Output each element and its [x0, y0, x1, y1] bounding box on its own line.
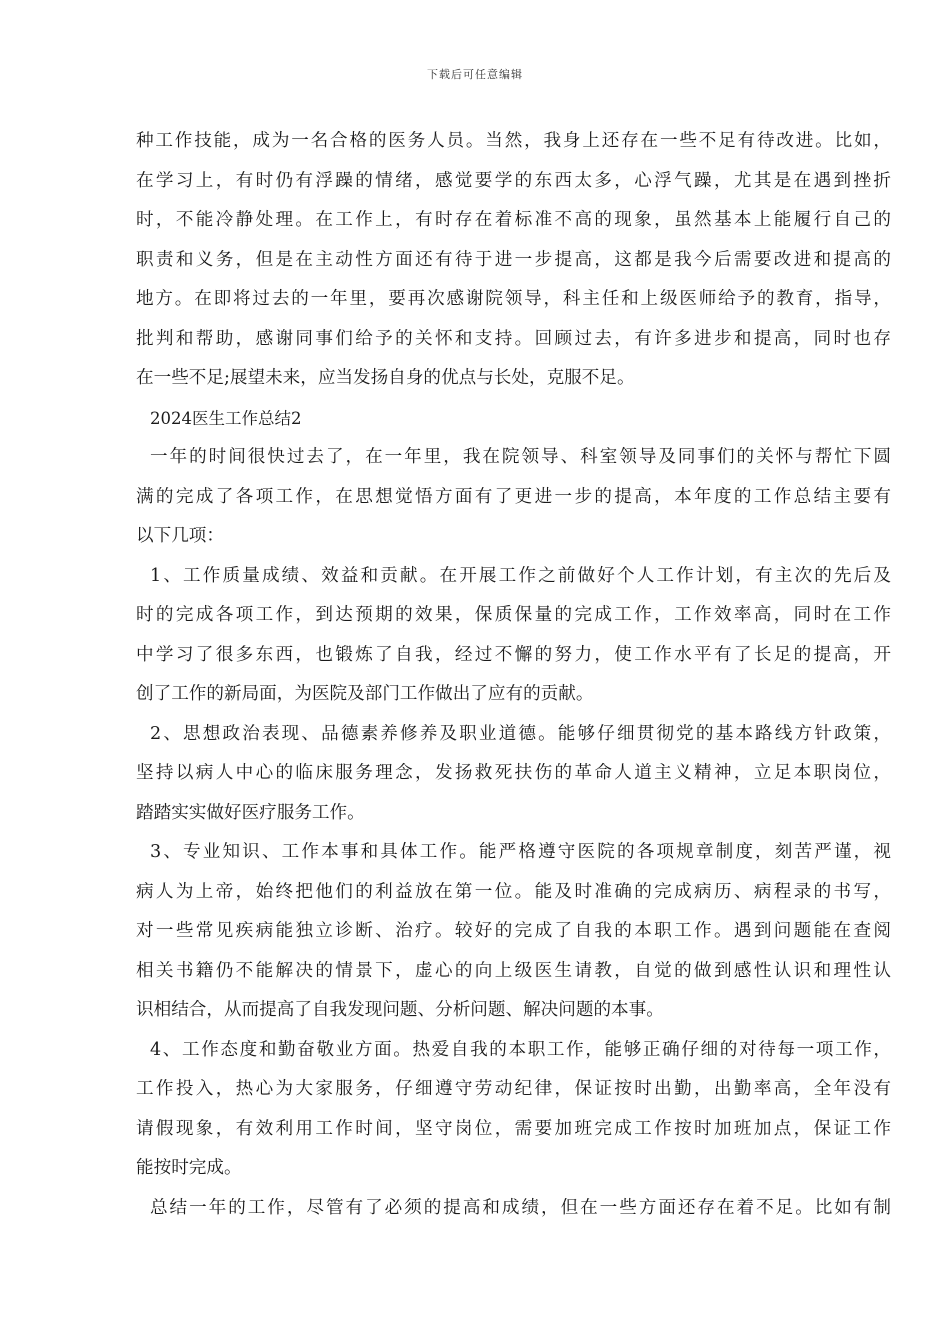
text-line: 踏踏实实做好医疗服务工作。: [136, 802, 365, 823]
section-heading: 2024医生工作总结2: [150, 408, 302, 428]
text-line: 1、工作质量成绩、效益和贡献。在开展工作之前做好个人工作计划，有主次的先后及: [150, 565, 891, 586]
document-body: [136, 122, 891, 1228]
text-line: 病人为上帝，始终把他们的利益放在第一位。能及时准确的完成病历、病程录的书写，: [136, 881, 891, 902]
text-line: 满的完成了各项工作，在思想觉悟方面有了更进一步的提高，本年度的工作总结主要有: [136, 486, 891, 507]
text-line: 坚持以病人中心的临床服务理念，发扬救死扶伤的革命人道主义精神，立足本职岗位，: [136, 763, 891, 783]
page-header: 下载后可任意编辑: [427, 68, 523, 81]
text-line: 相关书籍仍不能解决的情景下，虚心的向上级医生请教，自觉的做到感性认识和理性认: [136, 960, 891, 981]
text-line: 以下几项：: [136, 526, 224, 546]
text-line: 2、思想政治表现、品德素养修养及职业道德。能够仔细贯彻党的基本路线方针政策，: [150, 723, 891, 744]
text-line: 创了工作的新局面，为医院及部门工作做出了应有的贡献。: [136, 684, 594, 704]
text-line: 一年的时间很快过去了，在一年里，我在院领导、科室领导及同事们的关怀与帮忙下圆: [150, 447, 891, 467]
text-line: 时，不能冷静处理。在工作上，有时存在着标准不高的现象，虽然基本上能履行自己的: [136, 210, 891, 230]
text-line: 时的完成各项工作，到达预期的效果，保质保量的完成工作，工作效率高，同时在工作: [136, 605, 891, 625]
text-line: 地方。在即将过去的一年里，要再次感谢院领导，科主任和上级医师给予的教育，指导，: [136, 289, 891, 309]
text-line: 对一些常见疾病能独立诊断、治疗。较好的完成了自我的本职工作。遇到问题能在查阅: [136, 921, 891, 941]
text-line: 在学习上，有时仍有浮躁的情绪，感觉要学的东西太多，心浮气躁，尤其是在遇到挫折: [136, 170, 891, 191]
text-line: 中学习了很多东西，也锻炼了自我，经过不懈的努力，使工作水平有了长足的提高，开: [136, 644, 891, 665]
text-line: 种工作技能，成为一名合格的医务人员。当然，我身上还存在一些不足有待改进。比如，: [136, 131, 891, 151]
text-line: 4、工作态度和勤奋敬业方面。热爱自我的本职工作，能够正确仔细的对待每一项工作，: [150, 1039, 891, 1060]
text-line: 能按时完成。: [136, 1158, 242, 1178]
text-line: 请假现象，有效利用工作时间，坚守岗位，需要加班完成工作按时加班加点，保证工作: [136, 1118, 891, 1139]
text-line: 在一些不足;展望未来，应当发扬自身的优点与长处，克服不足。: [136, 368, 635, 388]
text-line: 工作投入，热心为大家服务，仔细遵守劳动纪律，保证按时出勤，出勤率高，全年没有: [136, 1079, 891, 1099]
text-line: 批判和帮助，感谢同事们给予的关怀和支持。回顾过去，有许多进步和提高，同时也存: [136, 328, 891, 349]
text-line: 职责和义务，但是在主动性方面还有待于进一步提高，这都是我今后需要改进和提高的: [136, 249, 891, 270]
text-line: 总结一年的工作，尽管有了必须的提高和成绩，但在一些方面还存在着不足。比如有制: [150, 1197, 891, 1218]
text-line: 识相结合，从而提高了自我发现问题、分析问题、解决问题的本事。: [136, 1000, 664, 1020]
text-line: 3、专业知识、工作本事和具体工作。能严格遵守医院的各项规章制度，刻苦严谨，视: [150, 842, 891, 862]
